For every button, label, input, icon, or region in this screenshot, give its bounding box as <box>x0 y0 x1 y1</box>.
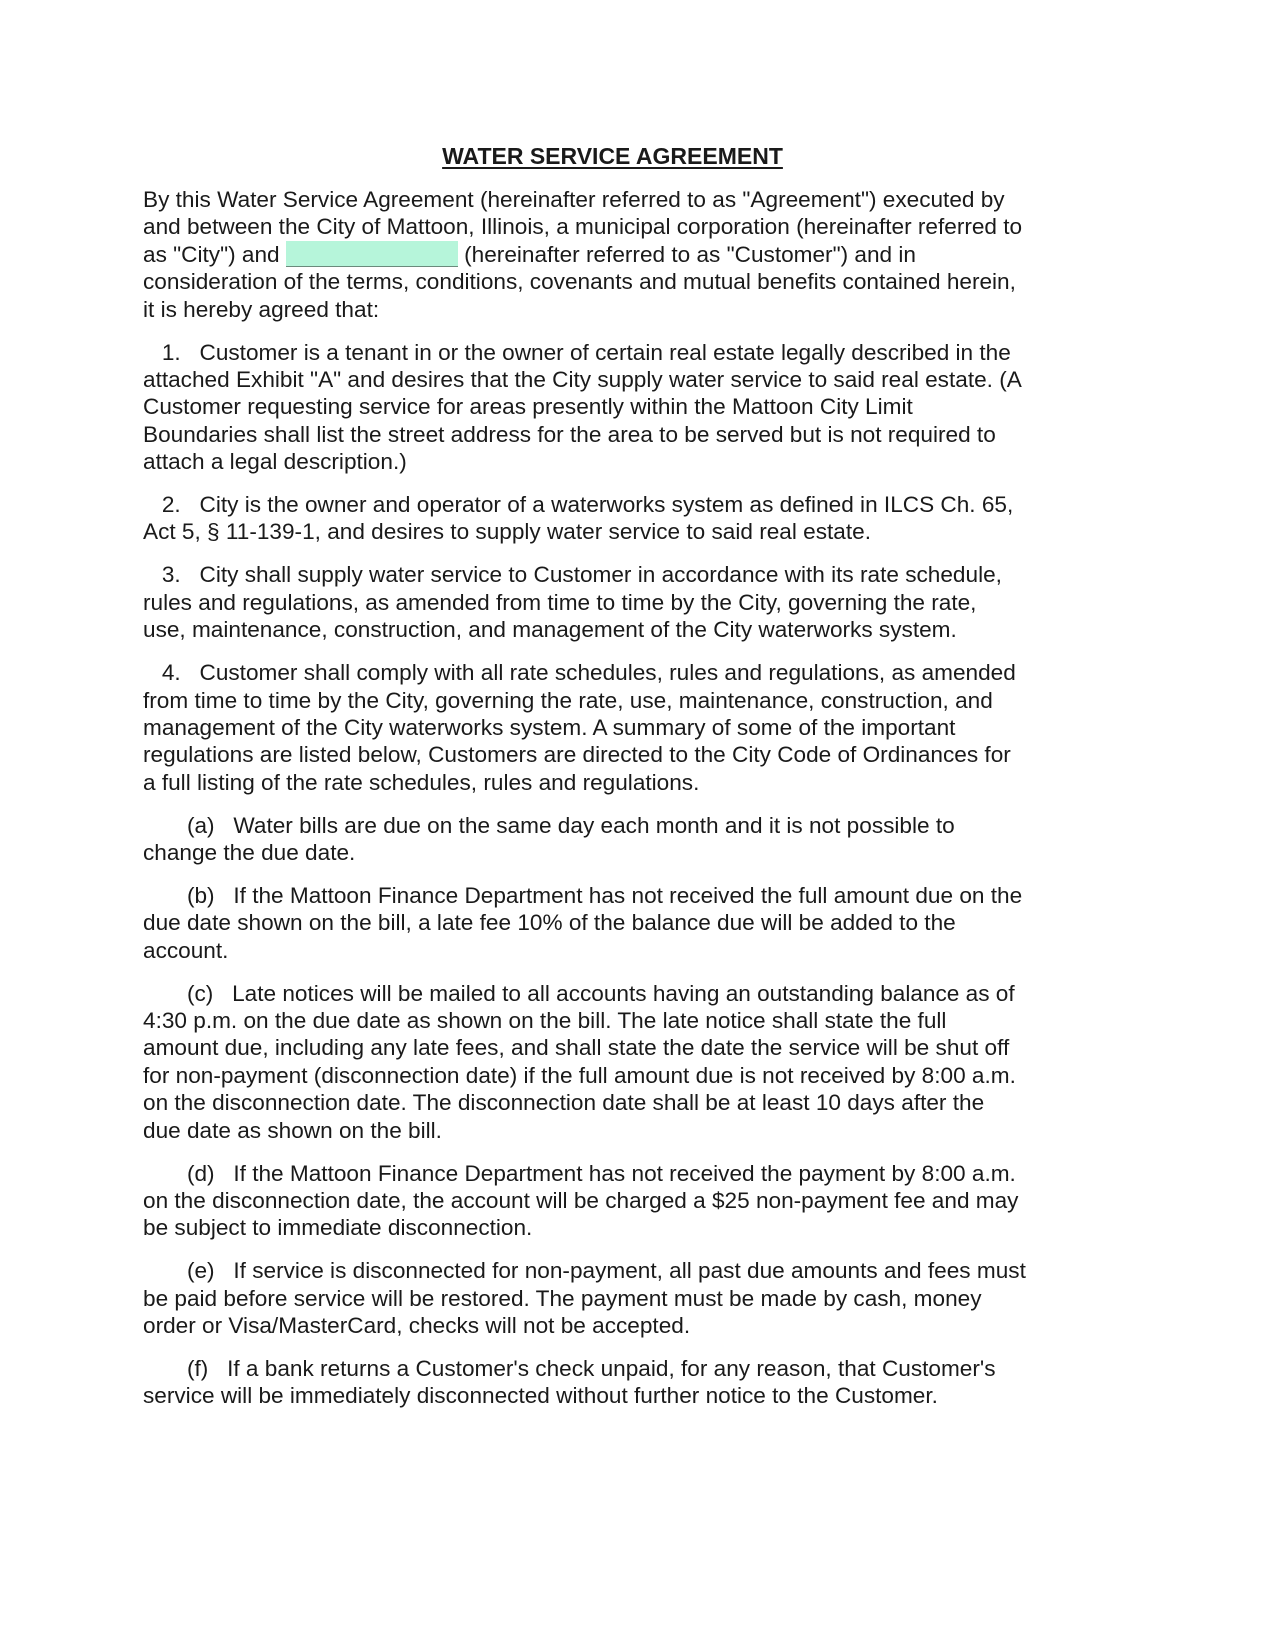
clause-2 <box>143 491 1103 546</box>
text-line: consideration of the terms, conditions, covenants and mutual benefits contained herein, <box>143 269 1016 295</box>
text-line: attached Exhibit "A" and desires that the City supply water service to said real estate. (A <box>143 366 1022 392</box>
text-line: regulations are listed below, Customers are directed to the City Code of Ordinances for <box>143 742 1011 768</box>
clause-4c <box>143 980 1103 1144</box>
agreement-body <box>143 186 1103 1425</box>
text-line: (e) If service is disconnected for non-payment, all past due amounts and fees must <box>143 1258 1026 1284</box>
text-segment: (hereinafter referred to as "Customer") and in <box>457 241 916 267</box>
text-line: rules and regulations, as amended from time to time by the City, governing the rate, <box>143 589 977 615</box>
customer-name-field[interactable] <box>286 241 458 267</box>
text-line: (d) If the Mattoon Finance Department has not received the payment by 8:00 a.m. <box>143 1160 1016 1186</box>
text-line: By this Water Service Agreement (hereinafter referred to as "Agreement") executed by <box>143 187 1005 212</box>
text-line: 3. City shall supply water service to Customer in accordance with its rate schedule, <box>143 562 1002 588</box>
text-line: 1. Customer is a tenant in or the owner of certain real estate legally described in the <box>143 339 1011 365</box>
clause-4d <box>143 1160 1103 1242</box>
text-line <box>143 241 1103 268</box>
clause-4a <box>143 812 1103 867</box>
text-line: (a) Water bills are due on the same day each month and it is not possible to <box>143 812 955 838</box>
text-line: 4. Customer shall comply with all rate schedules, rules and regulations, as amended <box>143 660 1016 686</box>
clause-3 <box>143 561 1103 643</box>
text-line: change the due date. <box>143 840 356 866</box>
clause-4b <box>143 882 1103 964</box>
text-line: on the disconnection date. The disconnection date shall be at least 10 days after the <box>143 1090 985 1116</box>
text-line: it is hereby agreed that: <box>143 296 380 322</box>
text-line: Act 5, § 11-139-1, and desires to supply water service to said real estate. <box>143 519 871 545</box>
text-line: from time to time by the City, governing the rate, use, maintenance, construction, and <box>143 687 993 713</box>
text-line: be subject to immediate disconnection. <box>143 1215 533 1241</box>
text-line: due date as shown on the bill. <box>143 1117 442 1143</box>
text-line: (c) Late notices will be mailed to all accounts having an outstanding balance as of <box>143 980 1015 1006</box>
text-line: (f) If a bank returns a Customer's check unpaid, for any reason, that Customer's <box>143 1356 996 1382</box>
text-line: 2. City is the owner and operator of a waterworks system as defined in ILCS Ch. 65, <box>143 492 1014 518</box>
text-line: service will be immediately disconnected without further notice to the Customer. <box>143 1383 938 1409</box>
text-line: for non-payment (disconnection date) if the full amount due is not received by 8:00 a.m. <box>143 1062 1016 1088</box>
text-line: management of the City waterworks system. A summary of some of the important <box>143 714 956 740</box>
text-line: and between the City of Mattoon, Illinois, a municipal corporation (hereinafter referred to <box>143 214 1023 240</box>
document-title: WATER SERVICE AGREEMENT <box>442 143 783 169</box>
clause-1 <box>143 339 1103 476</box>
clause-4e <box>143 1257 1103 1339</box>
text-line: a full listing of the rate schedules, rules and regulations. <box>143 769 700 795</box>
intro-paragraph <box>143 186 1103 323</box>
text-line: amount due, including any late fees, and shall state the date the service will be shut off <box>143 1035 1010 1061</box>
text-line: due date shown on the bill, a late fee 10% of the balance due will be added to the <box>143 910 956 936</box>
text-line: Customer requesting service for areas presently within the Mattoon City Limit <box>143 394 913 420</box>
text-segment: as "City") and <box>143 241 286 267</box>
clause-4f <box>143 1355 1103 1410</box>
clause-4 <box>143 659 1103 796</box>
text-line: be paid before service will be restored. The payment must be made by cash, money <box>143 1285 982 1311</box>
text-line: (b) If the Mattoon Finance Department has not received the full amount due on the <box>143 882 1023 908</box>
text-line: use, maintenance, construction, and management of the City waterworks system. <box>143 617 957 643</box>
text-line: order or Visa/MasterCard, checks will not be accepted. <box>143 1313 691 1339</box>
text-line: 4:30 p.m. on the due date as shown on the bill. The late notice shall state the full <box>143 1008 947 1034</box>
text-line: Boundaries shall list the street address for the area to be served but is not required to <box>143 421 996 447</box>
text-line: on the disconnection date, the account will be charged a $25 non-payment fee and may <box>143 1188 1019 1213</box>
text-line: attach a legal description.) <box>143 449 407 475</box>
text-line: account. <box>143 937 229 963</box>
clauses <box>143 339 1103 1410</box>
